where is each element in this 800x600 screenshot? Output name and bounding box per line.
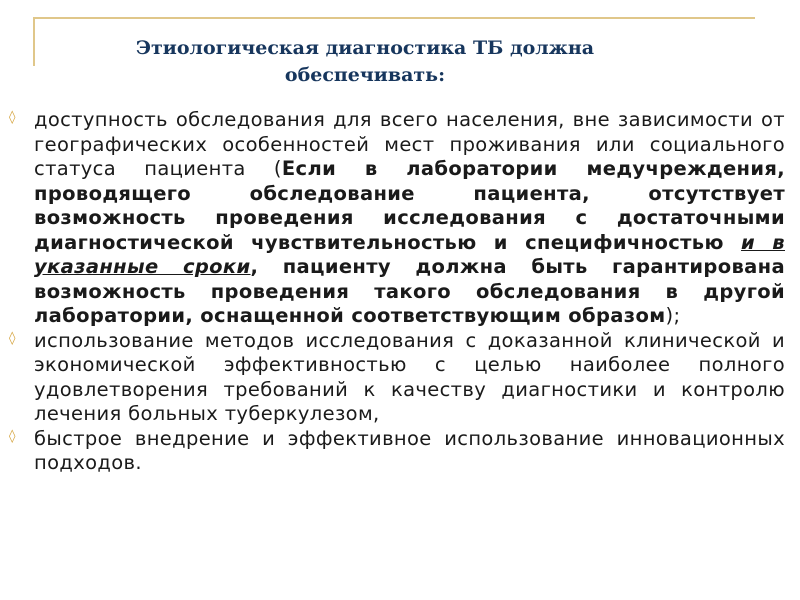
bullet-marker-icon: ◊ (9, 428, 16, 444)
bullet-text-regular: доступность обследования для всего населения, вне зависимости от географических особенностей мест проживания или социального статуса пациента ( (34, 108, 785, 180)
bullet-item-accessibility (0, 108, 800, 329)
bullet-list (0, 108, 800, 476)
bullet-marker-icon: ◊ (9, 330, 16, 346)
bullet-text: быстрое внедрение и эффективное использование инновационных подходов. (34, 426, 785, 474)
slide-title (60, 35, 670, 89)
slide-title-line-2: обеспечивать: (284, 64, 446, 86)
bullet-text-italic-underline: и в указанные сроки (34, 230, 785, 278)
decorative-frame-top-line (33, 17, 755, 19)
bullet-text: использование методов исследования с доказанной клинической и экономической эффективностью с целью наиболее полного удовлетворения требований к качеству диагностики и контролю лечения больных туберкулезом, (34, 328, 785, 425)
bullet-text-bold: , пациенту должна быть гарантирована возможность проведения такого обследования в другой лаборатории, оснащенной соответствующим образом (34, 255, 785, 327)
bullet-marker-icon: ◊ (9, 110, 16, 125)
slide-title-line-1: Этиологическая диагностика ТБ должна (135, 37, 595, 59)
decorative-frame-left-line (33, 17, 35, 66)
bullet-item-methods (0, 329, 800, 427)
bullet-item-innovation (0, 427, 800, 476)
bullet-text-regular: ); (665, 304, 681, 327)
bullet-text (34, 108, 785, 329)
bullet-text-bold: Если в лаборатории медучреждения, проводящего обследование пациента, отсутствует возможность проведения исследования с достаточными диагностической чувствительностью и специфичностью (34, 157, 785, 254)
